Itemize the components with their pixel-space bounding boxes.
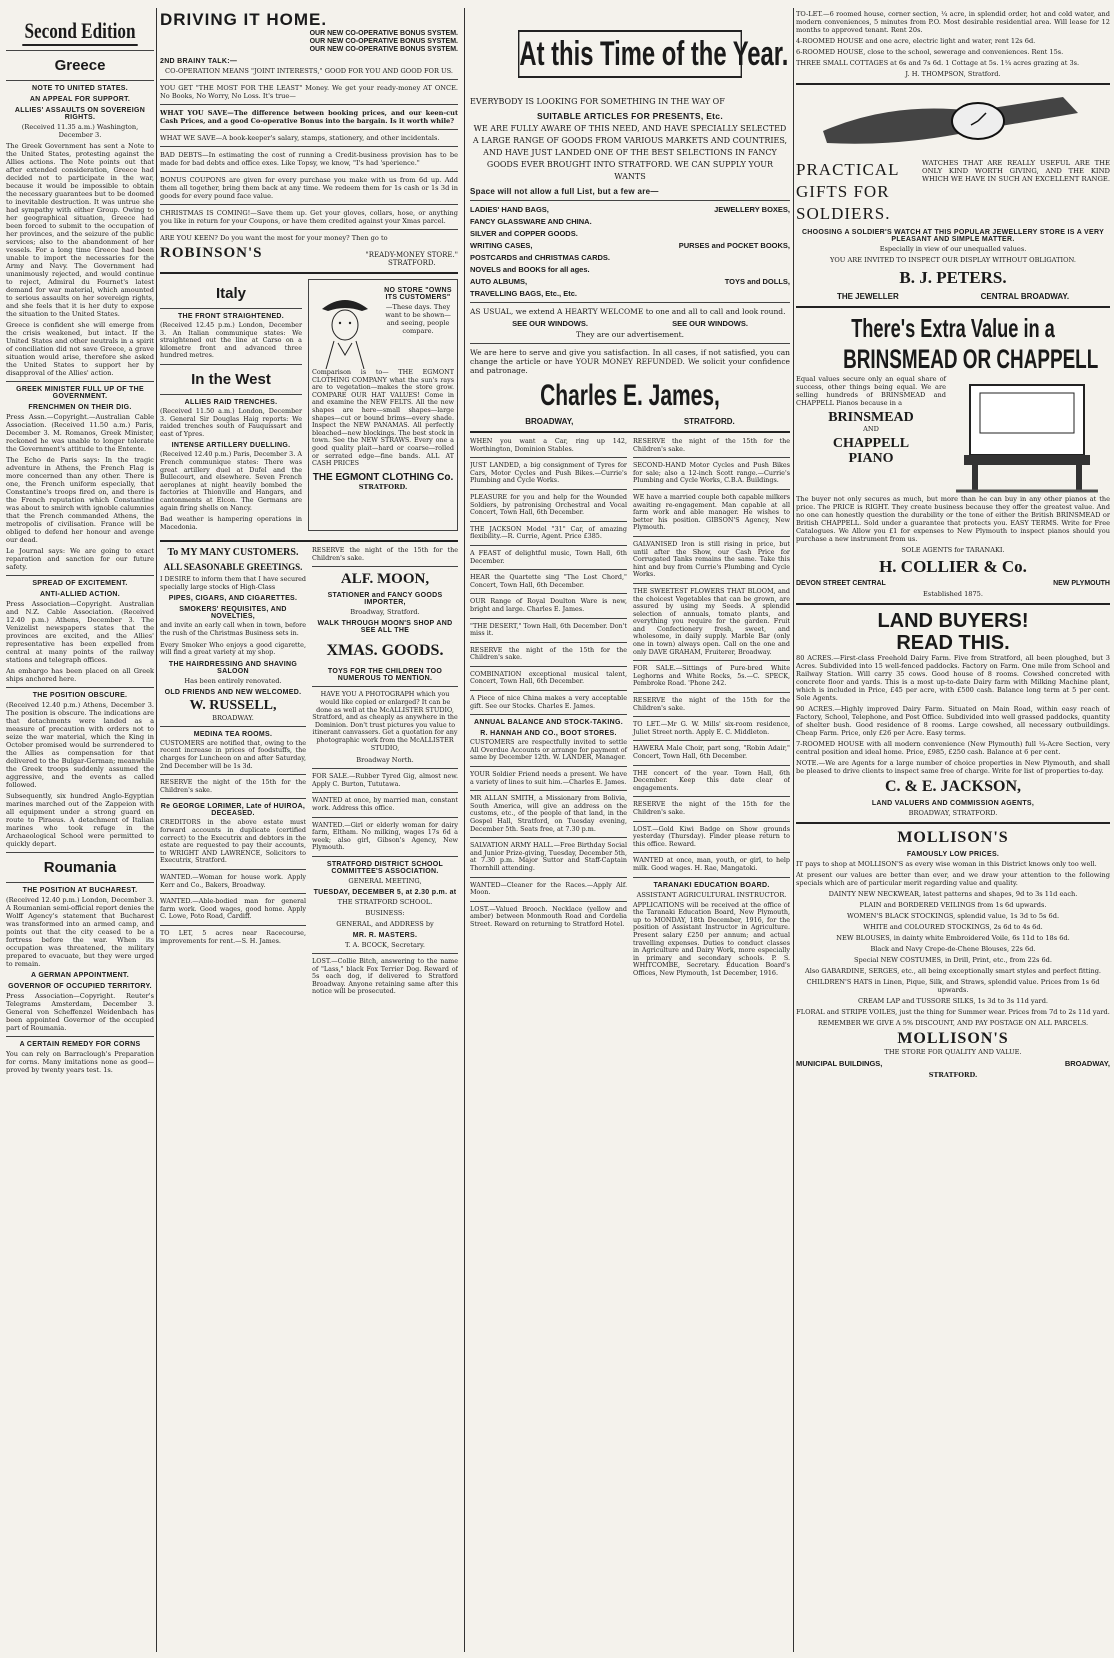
ad-text: 90 ACRES.—Highly improved Dairy Farm. Situated on Main Road, within easy reach of Factory, School, Telephone, and Post Office. Subdivided into well grassed paddocks, quantity of shelter bush. Good residence of 8 rooms. Large cowshed, all necessary outbuildings. Cheap Farm. Price, only £26 per Acre. Easy terms. <box>796 705 1110 737</box>
ad-text: THE SWEETEST FLOWERS THAT BLOOM, and the choicest Vegetables that can be grown, are assured by using my Seeds. A splendid selection of annuals, tomato plants, and everything you require for the garden. Fruit and Confectionery fresh, sweet, and wholesome, in daily supply. Marble Bar (only one in town) always open. Call on the one and only DAVE GRAHAM, Fruiterer, Broadway. <box>633 586 790 656</box>
subheading: SPREAD OF EXCITEMENT. <box>32 580 128 587</box>
ad-text: Broadway, Stratford. <box>350 608 420 617</box>
ad-title-driving-it-home: DRIVING IT HOME. <box>160 10 328 29</box>
piano-word: PIANO <box>848 451 894 466</box>
ad-text: BONUS COUPONS are given for every purchase you make with us from 6d up. Add them all together, bring them back at any time. We redeem them for 1s cash or 1s 3d in goods for every pound face value. <box>160 176 458 200</box>
ad-text: 6-ROOMED HOUSE, close to the school, sewerage and conveniences. Rent 15s. <box>796 48 1064 56</box>
ad-text: —These days. They want to be shown—and seeing, people compare. <box>385 303 451 335</box>
robinsons-name: ROBINSON'S <box>160 245 263 261</box>
ad-text: CUSTOMERS are notified that, owing to the recent increase in prices of foodstuffs, the charges for Luncheon on and after Saturday, 2nd December will be 1s 3d. <box>160 738 306 770</box>
mollisons-name: MOLLISON'S <box>897 829 1009 846</box>
ad-text: WATCHES THAT ARE REALLY USEFUL ARE THE ONLY KIND WORTH GIVING, AND THE KIND WHICH WE HAVE IN SUCH AN EXCELLENT RANGE. <box>922 159 1110 183</box>
ad-text: GALVANISED Iron is still rising in price, but until after the Show, our Cash Price for Corrugated Tanks remains the same. Take this hint and buy from Currie's Plumbing and Cycle Works. <box>633 539 790 579</box>
ad-text: BROADWAY, STRATFORD. <box>908 809 998 817</box>
ad-text: YOUR Soldier Friend needs a present. We have a variety of lines to suit him.—Charles E. James. <box>470 770 627 786</box>
ad-text: At present our values are better than ever, and we draw your attention to the following specials which are of particular merit regarding value and quality. <box>796 871 1110 887</box>
article-text: (Received 11.50 a.m.) London, December 3. General Sir Douglas Haig reports: We raided trenches south of Fauquissart and east of Ypres. <box>160 406 302 438</box>
subheading: ALLIES' ASSAULTS ON SOVEREIGN RIGHTS. <box>14 107 146 121</box>
ad-text: ARE YOU KEEN? Do you want the most for your money? Then go to <box>160 234 388 242</box>
piano-illustration <box>952 375 1102 495</box>
ad-text: WANTED at once, man, youth, or girl, to help milk. Good wages. H. Rae, Mangatoki. <box>633 856 790 872</box>
collier-name: H. COLLIER & Co. <box>879 557 1027 576</box>
mollisons-building: MUNICIPAL BUILDINGS, <box>796 1059 883 1068</box>
robinsons-tagline: "READY-MONEY STORE." <box>365 251 458 259</box>
goods-row: AUTO ALBUMS, TOYS and DOLLS, <box>470 277 790 286</box>
xmas-goods: XMAS. GOODS. <box>326 642 444 660</box>
peters-name: B. J. PETERS. <box>899 268 1007 287</box>
article-text: Bad weather is hampering operations in Macedonia. <box>160 515 302 531</box>
ad-text: AS USUAL, we extend A HEARTY WELCOME to one and all to call and look round. <box>470 307 786 316</box>
article-text: Press Assn.—Copyright.—Australian Cable Association. (Received 11.50 a.m.) Paris, December 3. M. Romanos, Greek Minister, reckoned he was unable to longer tolerate the Government's attitude to the Entente. <box>6 413 154 453</box>
ad-text: THE concert of the year. Town Hall, 6th December. Keep this date clear of engagements. <box>633 768 790 792</box>
article-text: (Received 12.40 p.m.) London, December 3. A Roumanian semi-official report denies the Wolff Agency's statement that Bucharest was transformed into an armed camp, and points out that the city ceased to be a fortress before the war. When its occupation was threatened, the military prepared to evacuate, but they were urged to remain. <box>6 896 154 968</box>
ad-text: CREDITORS in the above estate must forward accounts in duplicate (certified correct) to the Executrix and debtors in the estate are requested to pay their accounts, to WRIGHT AND LAWRENCE, Solicitors to Executrix, Stratford. <box>160 818 306 865</box>
subheading: CHOOSING A SOLDIER'S WATCH AT THIS POPULAR JEWELLERY STORE IS A VERY PLEASANT AND SIMPLE MATTER. <box>801 229 1105 243</box>
price-item: WOMEN'S BLACK STOCKINGS, splendid value, 1s 3d to 5s 6d. <box>846 912 1060 920</box>
see-windows-right: SEE OUR WINDOWS. <box>672 319 748 328</box>
price-item: DAINTY NEW NECKWEAR, latest patterns and shapes, 9d to 3s 11d each. <box>828 890 1078 898</box>
ad-text: "THE DESERT," Town Hall, 6th December. Don't miss it. <box>470 621 627 638</box>
goods-row: SILVER and COPPER GOODS. <box>470 229 578 238</box>
price-item: CREAM LAP and TUSSORE SILKS, 1s 3d to 3s 11d yard. <box>857 997 1049 1005</box>
dateline: (Received 11.35 a.m.) Washington, December 3. <box>21 123 139 139</box>
extra-value-heading: There's Extra Value in a <box>851 313 1055 343</box>
ad-text: Every Smoker Who enjoys a good cigarette, will find a great variety at my shop. <box>160 640 306 657</box>
ad-text: THE JACKSON Model "31" Car, of amazing flexibility.—R. Currie, Agent. Price £385. <box>470 524 627 541</box>
article-text: (Received 12.40 p.m.) Athens, December 3. The position is obscure. The indications are that detachments were landed as a measure of precaution with orders not to seize the war material, which the King in October promised would be surrendered to the Allies as compensation for that delivered to the Bulgar-German; meanwhile the Greek troops suddenly assumed the aggressive, and the events as called followed. <box>6 701 154 789</box>
ad-text: CHRISTMAS IS COMING!—Save them up. Get your gloves, collars, hose, or anything you like in return for your Coupons, or have them credited against your Xmas parcel. <box>160 209 458 225</box>
subheading: MEDINA TEA ROOMS. <box>193 730 273 738</box>
subheading: Space will not allow a full List, but a few are— <box>470 187 659 196</box>
ad-text: NOTE.—We are Agents for a large number of choice properties in New Plymouth, and shall be pleased to drive clients to inspect same free of charge. Write for list of properties to-day. <box>796 759 1110 775</box>
robinsons-town: STRATFORD. <box>387 259 436 267</box>
news-column-3 <box>470 10 790 1652</box>
ad-text: TO LET.—Mr G. W. Mills' six-room residence, Juliet Street north. Apply E. C. Middleton. <box>633 720 790 736</box>
subheading: THE POSITION OBSCURE. <box>32 692 128 699</box>
subheading: MR. R. MASTERS. <box>352 931 418 939</box>
article-text: Subsequently, six hundred Anglo-Egyptian marines marched out of the Zappeion with all equipment under a strong guard en route to Piraeus. A detachment of Italian marines who took refuge in the Archaeological School were permitted to quickly depart. <box>6 792 154 848</box>
mollisons-town: STRATFORD. <box>928 1071 978 1079</box>
ad-text: CO-OPERATION MEANS "JOINT INTERESTS," GOOD FOR YOU AND GOOD FOR US. <box>165 67 453 75</box>
subheading: R. HANNAH AND CO., BOOT STORES. <box>480 730 617 738</box>
ad-text: LOST.—Valued Brooch. Necklace (yellow and amber) between Monmouth Road and Cordelia Street. Reward on returning to Stratford Hotel. <box>470 904 627 928</box>
subheading: STRATFORD DISTRICT SCHOOL COMMITTEE'S ASSOCIATION. <box>326 860 444 875</box>
ad-text: IT pays to shop at MOLLISON'S as every wise woman in this District knows only too well. <box>796 860 1097 868</box>
ad-line: OUR NEW CO-OPERATIVE BONUS SYSTEM. <box>309 38 458 45</box>
see-windows-left: SEE OUR WINDOWS. <box>512 319 588 328</box>
column-rule <box>793 8 794 1652</box>
subheading: 2ND BRAINY TALK:— <box>160 58 238 65</box>
price-item: Special NEW COSTUMES, in Drill, Print, etc., from 22s 6d. <box>853 956 1052 964</box>
subheading: ANTI-ALLIED ACTION. <box>39 591 121 598</box>
ad-text: APPLICATIONS will be received at the office of the Taranaki Education Board, New Plymouth, up to MONDAY, 18th December, 1916, for the position of Assistant Instructor in Agriculture. Present salary £250 per annum; and actual travelling expenses. Duties to conduct classes in Agriculture and Dairy Work, more especially in primary and secondary schools. P. S. WHITCOMBE, Secretary. Education Board's Offices, New Plymouth, 1st December, 1916. <box>633 900 790 977</box>
ad-text: Equal values secure only an equal share of success, other things being equal. We are selling hundreds of BRINSMEAD and CHAPPELL Pianos because in a <box>796 375 946 407</box>
ad-text: CUSTOMERS are respectfully invited to settle All Overdue Accounts or arrange for payment of same by December 12th. W. LANDER, Manager. <box>470 738 627 762</box>
ad-text: JUST LANDED, a big consignment of Tyres for Cars, Motor Cycles and Push Bikes.—Currie's Plumbing and Cycle Works. <box>470 461 627 485</box>
news-column-1 <box>6 10 154 1652</box>
peters-trade: THE JEWELLER <box>836 292 899 301</box>
goods-row: WRITING CASES, PURSES and POCKET BOOKS, <box>470 241 790 250</box>
collier-street: DEVON STREET CENTRAL <box>796 580 886 587</box>
peters-address: CENTRAL BROADWAY. <box>980 292 1070 301</box>
article-text: (Received 12.45 p.m.) London, December 3. An Italian communique states: We straightened out the line at Carso on a kilometre front and advanced three hundred metres. <box>160 321 302 360</box>
charles-james-name: Charles E. James, <box>540 379 720 412</box>
ad-text: WANTED—Cleaner for the Races.—Apply Alf. Moon. <box>470 880 627 897</box>
subheading: STATIONER and FANCY GOODS IMPORTER, <box>327 592 443 607</box>
russell-greetings: ALL SEASONABLE GREETINGS. <box>163 562 303 573</box>
ad-text: T. A. BCOCK, Secretary. <box>345 940 425 949</box>
collier-town: NEW PLYMOUTH <box>1053 580 1110 587</box>
ad-text: TO LET, 5 acres near Racecourse, improvements for rent.—S. H. James. <box>160 928 306 945</box>
mollisons-name-footer: MOLLISON'S <box>897 1030 1009 1047</box>
ad-text: YOU ARE INVITED TO INSPECT OUR DISPLAY WITHOUT OBLIGATION. <box>830 256 1076 264</box>
goods-row: FANCY GLASSWARE AND CHINA. <box>470 217 592 226</box>
ad-text: and invite an early call when in town, before the rush of the Christmas Business sets in. <box>160 621 306 638</box>
ad-text: Has been entirely renovated. <box>184 676 282 685</box>
article-text: The Greek Government has sent a Note to the United States, protesting against the Allies actions. The Note points out that after extended consideration, Greece had decided not to participate in the war, because it would be impossible to obtain the necessary guarantees but to be doomed to inevitable destruction. It was untrue she had sympathy with either Group. Owing to her geographical situation, Greece had been forced to submit to the occupation of her provinces, and the seizure of the public services; also to the abandonment of her vessels. For a long time Greece had been unable to import the necessaries for the Army and Navy. The Government had unanimously rejected, and would continue to reject, Admiral du Fournet's latest demand for war material, which amounted to serious assaults on her sovereign rights, and she feels that it is her duty to expose the situation to the United States. <box>6 142 154 318</box>
price-item: REMEMBER WE GIVE A 5% DISCOUNT, AND PAY POSTAGE ON ALL PARCELS. <box>817 1019 1089 1027</box>
subheading: THE POSITION AT BUCHAREST. <box>22 887 138 894</box>
russell-heading: To MY MANY CUSTOMERS. <box>167 547 299 559</box>
ad-text: 80 ACRES.—First-class Freehold Dairy Farm. Five from Stratford, all been ploughed, but 3 Acres. Subdivided into 15 well-fenced paddocks. Factory on Farm. One mile from School and Railway Station. Will carry 35 cows. Good house of 8 rooms. Cowshed concreted with concrete floor and yards. This is a most up-to-date Dairy farm with Milking Machine plant, which is included in Price, £45 per acre, with £500 cash. Balance long term at 5 per cent. Sole Agents. <box>796 654 1110 702</box>
read-this-heading: READ THIS. <box>896 632 1010 654</box>
ad-text: PLEASURE for you and help for the Wounded Soldiers, by patronising Orchestral and Vocal Concert, Town Hall, 6th December. <box>470 492 627 517</box>
ad-text: J. H. THOMPSON, Stratford. <box>905 70 1001 78</box>
article-text: (Received 12.40 p.m.) Paris, December 3. A French communique states: There was great artillery duel at Dufel and the Bullecourt, and elsewhere. Seven French aeroplanes at night heavily bombed the factories at Thionville and Hangars, and cantonments at Elcon. The Germans are again firing shells on Nancy. <box>160 450 302 512</box>
ad-text: WHAT YOU SAVE—The difference between booking prices, and our keen-cut Cash Prices, and a good Co-operative Bonus into the bargain. Is it worth while? <box>160 109 458 125</box>
ad-text: A FEAST of delightful music, Town Hall, 6th December. <box>470 548 627 565</box>
price-item: Also GABARDINE, SERGES, etc., all being exceptionally smart styles and perfect fitting. <box>804 967 1102 975</box>
ad-text: ASSISTANT AGRICULTURAL INSTRUCTOR. <box>636 890 787 899</box>
ad-text: TO-LET.—6 roomed house, corner section, ¼ acre, in splendid order, hot and cold water, and modern conveniences, 5 minutes from P.O. Most desirable residential area. Will lease for 12 months to approved tenant. Rent 20s. <box>796 10 1110 34</box>
wristwatch-illustration <box>803 91 1103 153</box>
ad-text: RESERVE the night of the 15th for the Children's sake. <box>470 645 627 662</box>
moon-name: ALF. MOON, <box>340 571 430 588</box>
subheading: A GERMAN APPOINTMENT. <box>31 972 129 979</box>
edition-banner: Second Edition <box>22 18 137 46</box>
subheading: AN APPEAL FOR SUPPORT. <box>29 96 131 103</box>
subheading: FAMOUSLY LOW PRICES. <box>906 851 1000 858</box>
subheading: FRENCHMEN ON THEIR DIG. <box>28 404 132 411</box>
price-item: FLORAL and STRIPE VOILES, just the thing for Summer wear. Prices from 7d to 2s 11d yard. <box>796 1008 1110 1016</box>
ad-text: RESERVE the night of the 15th for the Children's sake. <box>633 437 790 453</box>
price-item: Black and Navy Crepe-de-Chene Blouses, 22s 6d. <box>870 945 1036 953</box>
ad-text: 4-ROOMED HOUSE and one acre, electric light and water, rent 12s 6d. <box>796 37 1036 45</box>
price-item: PLAIN and BORDERED VEILINGS from 1s 6d upwards. <box>859 901 1047 909</box>
ad-text: THE STRATFORD SCHOOL. <box>337 897 433 906</box>
ad-text: FOR SALE.—Rubber Tyred Gig, almost new. Apply C. Burton, Tututawa. <box>312 772 458 788</box>
ad-text: The buyer not only secures as much, but more than he can buy in any other pianos at the price. The PRICE is RIGHT. They create business because they offer the greatest value. And no one can honestly question the durability or the tone of either the British BRINSMEAD or British CHAPPELL. Sold under a guarantee that protects you. EASY TERMS. Write for Free Catalogues. We Allow you £1 for expenses to New Plymouth to inspect pianos should you purchase a new instrument from us. <box>796 495 1110 543</box>
russell-name: W. RUSSELL, <box>189 697 277 713</box>
ad-line: OUR NEW CO-OPERATIVE BONUS SYSTEM. <box>309 46 458 53</box>
mollisons-price-list <box>796 890 1110 1027</box>
article-text: Press Association—Copyright. Reuter's Telegrams Amsterdam, December 3. General von Scheffenzel Weidenbach has been appointed Governor of the occupied part of Roumania. <box>6 992 154 1032</box>
ad-text: Comparison is to— THE EGMONT CLOTHING COMPANY what the sun's rays are to vegetation—makes the store grow. COMPARE OUR HAT VALUES! Come in and examine the NEW FELTS. All the new shapes are here—small shapes—large shapes—cut or bound brims—every shade. Inspect the NEW PANAMAS. All perfectly bleached—new blockings. The best stock in town. See the NEW STRAWS. Every one a good quality plait—hard or coarse—rolled or serrated edge—fine bands. ALL AT CASH PRICES <box>312 368 454 468</box>
ad-text: FOR SALE.—Sittings of Pure-bred White Leghorns and White Rocks, 5s.—C. SPECK, Pembroke Road. 'Phone 242. <box>633 664 790 688</box>
ad-text: SECOND-HAND Motor Cycles and Push Bikes for sale; also a 12-inch Scott range.—Currie's Plumbing and Cycle Works, C.B.A. Buildings. <box>633 461 790 485</box>
ad-text: HEAR the Quartette sing "The Lost Chord," Concert, Town Hall, 6th December. <box>470 573 627 589</box>
james-town: STRATFORD. <box>683 417 735 426</box>
ad-text: COMBINATION exceptional musical talent, Concert, Town Hall, 6th December. <box>470 669 627 686</box>
goods-row: LADIES' HAND BAGS, JEWELLERY BOXES, <box>470 205 790 214</box>
ad-text: LOST.—Collie Bitch, answering to the name of "Lass," black Fox Terrier Dog. Reward of 5s each dog, if delivered to Stratford Broadway. Anyone retaining same after this notice will be prosecuted. <box>312 956 458 996</box>
article-text: Greece is confident she will emerge from the crisis weakened, but intact. If the United States and other neutrals in a spirit of conciliation did not save Greece, a grave situation would arise, therefore she asked the United States to support her by disapproval of the Allies' action. <box>6 321 154 377</box>
subheading: THE FRONT STRAIGHTENED. <box>177 313 285 320</box>
russell-address: BROADWAY. <box>212 713 254 722</box>
goods-row: TRAVELLING BAGS, Etc., Etc. <box>470 289 577 298</box>
ad-text: WANTED.—Able-bodied man for general farm work. Good wages, good home. Apply C. Lowe, Poto Road, Cardiff. <box>160 897 306 921</box>
ad-text: Especially in view of our unequalled values. <box>879 245 1027 253</box>
subheading: TUESDAY, DECEMBER 5, at 2.30 p.m. at <box>313 888 457 896</box>
ad-text: WHAT WE SAVE—A book-keeper's salary, stamps, stationery, and other incidentals. <box>160 134 440 142</box>
piano-and: AND <box>863 425 879 433</box>
news-column-2 <box>160 10 458 1652</box>
section-title-roumania: Roumania <box>43 859 117 876</box>
ad-text: GENERAL, and ADDRESS by <box>336 919 434 928</box>
ad-text: BUSINESS: <box>365 908 405 917</box>
article-text: The Echo de Paris says: In the tragic adventure in Athens, the French Flag is more concerned than any other. There is one, the French uniform especially, that Constantine's troops fired on, and there is the French reputation which Constantine was about to smirch with ignoble calumnies that the French commanded Athens, the metropolis of civilisation. France will be obliged to defend her honour and avenge our dead. <box>6 456 154 544</box>
ad-text: THREE SMALL COTTAGES at 6s and 7s 6d. 1 Cottage at 5s. 1¼ acres grazing at 3s. <box>796 59 1080 67</box>
section-title-italy: Italy <box>215 285 246 302</box>
ad-text: LOST.—Gold Kiwi Badge on Show grounds yesterday (Thursday). Finder please return to this office. Reward. <box>633 824 790 848</box>
ad-text: GENERAL MEETING, <box>348 876 422 885</box>
ad-text: THE STORE FOR QUALITY AND VALUE. <box>884 1048 1022 1056</box>
goods-row: POSTCARDS and CHRISTMAS CARDS. <box>470 253 611 262</box>
ad-text: A Piece of nice China makes a very acceptable gift. See our Stocks. Charles E. James. <box>470 694 627 710</box>
ad-text: They are our advertisement. <box>575 330 685 339</box>
subheading: SUITABLE ARTICLES FOR PRESENTS, Etc. <box>536 111 723 121</box>
practical-gifts-heading: PRACTICAL GIFTS FOR SOLDIERS. <box>796 160 899 223</box>
price-item: CHILDREN'S HATS in Linen, Pique, Silk, and Straws, splendid value. Prices from 1s 6d upwards. <box>806 978 1100 994</box>
news-column-4 <box>796 10 1110 1652</box>
article-text: Press Association—Copyright. Australian and N.Z. Cable Association. (Received 12.40 p.m.) Athens, December 3. The Venizelist newspapers states that the provinces are excited, and the Allies' representative has been expelled from central at many points of the railway stations and telegraph offices. <box>6 600 154 664</box>
subheading: WALK THROUGH MOON'S SHOP AND SEE ALL THE <box>317 620 453 635</box>
subheading: TARANAKI EDUCATION BOARD. <box>653 881 770 889</box>
ad-text: OUR Range of Royal Doulton Ware is new, bright and large. Charles E. James. <box>470 597 627 613</box>
ad-text: EVERYBODY IS LOOKING FOR SOMETHING IN THE WAY OF <box>470 97 725 106</box>
article-text: Le Journal says: We are going to exact reparation and sanction for our future safety. <box>6 547 154 571</box>
ad-text: Broadway North. <box>356 756 414 765</box>
ad-text: 7-ROOMED HOUSE with all modern convenience (New Plymouth) full ¼-Acre Section, very central position and ideal home. Price, £985, £250 cash. Balance at 6 per cent. <box>796 740 1110 756</box>
ad-title-at-this-time: At this Time of the Year. <box>518 30 742 78</box>
james-street: BROADWAY, <box>525 417 574 426</box>
gentleman-hat-illustration <box>312 283 378 369</box>
goods-row: NOVELS and BOOKS for all ages. <box>470 265 590 274</box>
ad-text: We are here to serve and give you satisfaction. In all cases, if not satisfied, you can change the article or have YOUR MONEY REFUNDED. We solicit your confidence and patronage. <box>470 348 790 375</box>
ad-text: Established 1875. <box>923 590 983 598</box>
ad-text: MR ALLAN SMITH, a Missionary from Bolivia, South America, will give an address on the customs, etc., of the people of that land, in the Gospel Hall, Stratford, on Tuesday evening, December 5th. Seats free, at 7.30 p.m. <box>470 794 627 833</box>
subheading: ANNUAL BALANCE AND STOCK-TAKING. <box>474 719 623 727</box>
ad-text: YOU GET "THE MOST FOR THE LEAST" Money. We get your ready-money AT ONCE. No Books, No Worry, No Loss. It's true— <box>160 84 458 100</box>
column-rule <box>464 8 465 1652</box>
article-text: You can rely on Barraclough's Preparation for corns. Many imitations none as good—proved by twenty years test. 1s. <box>6 1050 154 1074</box>
ad-text: WANTED.—Girl or elderly woman for dairy farm, Eltham. No milking, wages 17s 6d a week; also girl, Gibson's Agency, New Plymouth. <box>312 820 458 852</box>
ad-text: BAD DEBTS—In estimating the cost of running a Credit-business provision has to be made for bad debts and office exes. Like Topsy, we know, "I's had 'sperience." <box>160 151 458 167</box>
egmont-clothing-name: THE EGMONT CLOTHING Co. <box>312 471 454 483</box>
section-title-in-the-west: In the West <box>191 370 271 388</box>
ad-text: WE have a married couple both capable milkers awaiting re-engagement. Man capable at all farm work and able manager. He wishes to better his position. GIBSON'S Agency, New Plymouth. <box>633 492 790 532</box>
ad-text: WANTED.—Woman for house work. Apply Kerr and Co., Bakers, Broadway. <box>160 872 306 889</box>
subheading: THE HAIRDRESSING AND SHAVING SALOON <box>168 660 298 675</box>
land-buyers-heading: LAND BUYERS! <box>877 610 1029 632</box>
section-title-greece: Greece <box>54 57 106 74</box>
clothing-ad-headline: NO STORE "OWNS ITS CUSTOMERS" <box>384 287 452 301</box>
mollisons-street: BROADWAY, <box>1064 1059 1110 1068</box>
ad-text: WE ARE FULLY AWARE OF THIS NEED, AND HAVE SPECIALLY SELECTED A LARGE RANGE OF GOODS FROM VARIOUS MARKETS AND COUNTRIES, AND HAVE JUST LANDED ONE OF THE BEST SELECTIONS IN FANCY GOODS EVER BROUGHT INTO STRATFORD. WE CAN SUPPLY YOUR WANTS <box>472 124 788 181</box>
price-item: NEW BLOUSES, in dainty white Embroidered Voile, 6s 11d to 18s 6d. <box>836 934 1070 942</box>
ad-text: WANTED at once, by married man, constant work. Address this office. <box>312 796 458 812</box>
brinsmead-chappell-heading: BRINSMEAD OR CHAPPELL <box>843 344 1099 374</box>
ad-text: RESERVE the night of the 15th for the Children's sake. <box>633 800 790 816</box>
ad-text: SOLE AGENTS for TARANAKI. <box>901 546 1005 554</box>
ad-text: RESERVE the night of the 15th for the Children's sake. <box>633 696 790 712</box>
subheading: TOYS FOR THE CHILDREN TOO NUMEROUS TO MENTION. <box>327 668 443 683</box>
ad-text: RESERVE the night of the 15th for the Children's sake. <box>312 546 458 562</box>
subheading: PIPES, CIGARS, AND CIGARETTES. <box>168 595 298 603</box>
subheading: GOVERNOR OF OCCUPIED TERRITORY. <box>8 983 152 990</box>
subheading: Re GEORGE LORIMER, Late of HUIROA, DECEASED. <box>160 803 306 818</box>
ad-text: HAWERA Male Choir, part song, "Robin Adair," Concert, Town Hall, 6th December. <box>633 744 790 760</box>
ad-text: SALVATION ARMY HALL.—Free Birthday Social and Junior Prize-giving, Tuesday, December 5th, at 7.30 p.m. Major Suttor and Staff-Captain Thornhill attending. <box>470 841 627 872</box>
subheading: INTENSE ARTILLERY DUELLING. <box>171 442 291 450</box>
ad-text: WHEN you want a Car, ring up 142, Worthington, Dominion Stables. <box>470 437 627 453</box>
piano-brand-2: CHAPPELL <box>832 436 910 451</box>
ad-text: HAVE YOU A PHOTOGRAPH which you would like copied or enlarged? It can be done as well at the McALLISTER STUDIO, Stratford, and as cheaply as anywhere in the Dominion. Don't trust pictures you value to itinerant canvassers. Get a quotation for any photographic work from the McALLISTER STUDIO, <box>312 690 458 752</box>
price-item: WHITE and COLOURED STOCKINGS, 2s 6d to 4s 6d. <box>863 923 1043 931</box>
subheading: GREEK MINISTER FULL UP OF THE GOVERNMENT. <box>16 386 144 400</box>
column-rule <box>156 8 157 1652</box>
subheading: A CERTAIN REMEDY FOR CORNS <box>19 1041 141 1048</box>
egmont-town: STRATFORD. <box>358 482 408 491</box>
subheading: LAND VALUERS AND COMMISSION AGENTS, <box>871 800 1035 807</box>
article-text: An embargo has been placed on all Greek ships anchored here. <box>6 667 154 683</box>
jackson-name: C. & E. JACKSON, <box>884 778 1021 795</box>
ad-text: I DESIRE to inform them that I have secured specially large stocks of High-Class <box>160 575 306 591</box>
goods-list <box>470 205 790 298</box>
ad-text: RESERVE the night of the 15th for the Children's sake. <box>160 778 306 794</box>
subheading: OLD FRIENDS AND NEW WELCOMED. <box>164 688 302 696</box>
ad-line: OUR NEW CO-OPERATIVE BONUS SYSTEM. <box>309 30 458 37</box>
subheading: NOTE TO UNITED STATES. <box>31 85 129 92</box>
subheading: ALLIES RAID TRENCHES. <box>184 398 278 406</box>
subheading: SMOKERS' REQUISITES, AND NOVELTIES, <box>179 606 287 621</box>
piano-brand-1: BRINSMEAD <box>828 410 914 425</box>
